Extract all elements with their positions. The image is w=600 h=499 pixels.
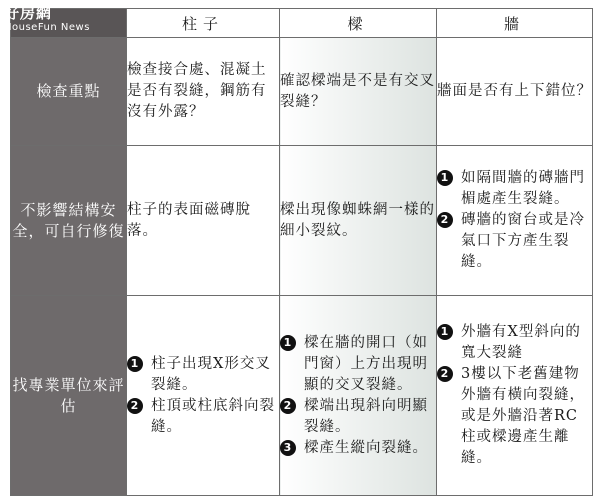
number-badge-icon: 3 <box>280 440 296 456</box>
list-item <box>437 210 592 273</box>
list-item <box>127 396 279 438</box>
header-row <box>11 9 593 38</box>
cell-check-wall: 牆面是否有上下錯位？ <box>437 38 593 146</box>
row-header-check-points: 檢查重點 <box>11 38 127 146</box>
list-item <box>127 354 279 396</box>
list-item-text: 外牆有X型斜向的寬大裂縫 <box>461 324 581 361</box>
watermark-name: 好房網 <box>4 4 53 22</box>
cell-repair-wall <box>437 146 593 296</box>
number-badge-icon: 2 <box>437 366 453 382</box>
cell-check-pillar: 檢查接合處、混凝土是否有裂縫，鋼筋有沒有外露？ <box>127 38 280 146</box>
pro-pillar-list <box>127 354 279 438</box>
row-header-self-repair: 不影響結構安全，可自行修復 <box>11 146 127 296</box>
number-badge-icon: 1 <box>437 170 453 186</box>
column-header-wall: 牆 <box>437 9 593 38</box>
watermark-sub: HouseFun News <box>4 22 90 33</box>
table-row <box>11 38 593 146</box>
site-watermark <box>4 6 90 33</box>
number-badge-icon: 2 <box>127 398 143 414</box>
list-item-text: 樑在牆的開口（如門窗）上方出現明顯的交叉裂縫。 <box>304 334 428 393</box>
table-row <box>11 146 593 296</box>
cell-pro-pillar <box>127 296 280 496</box>
pro-wall-list <box>437 322 592 469</box>
column-header-pillar: 柱子 <box>127 9 280 38</box>
list-item-text: 柱子出現X形交叉裂縫。 <box>151 355 271 393</box>
number-badge-icon: 1 <box>127 356 143 372</box>
cell-pro-beam <box>280 296 437 496</box>
cell-check-beam: 確認樑端是不是有交叉裂縫？ <box>280 38 437 146</box>
list-item <box>437 168 592 210</box>
list-item <box>437 364 592 469</box>
list-item-text: 3樓以下老舊建物外牆有橫向裂縫，或是外牆沿著RC柱或樑邊產生離縫。 <box>461 366 585 466</box>
pro-beam-list <box>280 333 436 459</box>
list-item <box>280 396 436 438</box>
table-row <box>11 296 593 496</box>
row-header-professional: 找專業單位來評估 <box>11 296 127 496</box>
list-item <box>437 322 592 364</box>
list-item <box>280 438 436 459</box>
list-item <box>280 333 436 396</box>
list-item-text: 如隔間牆的磚牆門楣處產生裂縫。 <box>461 170 585 207</box>
list-item-text: 樑產生縱向裂縫。 <box>304 439 428 456</box>
column-header-beam: 樑 <box>280 9 437 38</box>
crack-inspection-table <box>10 8 593 496</box>
cell-repair-beam: 樑出現像蜘蛛網一樣的細小裂紋。 <box>280 146 437 296</box>
repair-wall-list <box>437 168 592 273</box>
list-item-text: 磚牆的窗台或是冷氣口下方產生裂縫。 <box>461 212 585 270</box>
number-badge-icon: 1 <box>437 324 453 340</box>
list-item-text: 樑端出現斜向明顯裂縫。 <box>304 397 428 435</box>
number-badge-icon: 2 <box>280 398 296 414</box>
number-badge-icon: 1 <box>280 335 296 351</box>
list-item-text: 柱頂或柱底斜向裂縫。 <box>151 397 275 435</box>
cell-repair-pillar: 柱子的表面磁磚脫落。 <box>127 146 280 296</box>
number-badge-icon: 2 <box>437 212 453 228</box>
cell-pro-wall <box>437 296 593 496</box>
